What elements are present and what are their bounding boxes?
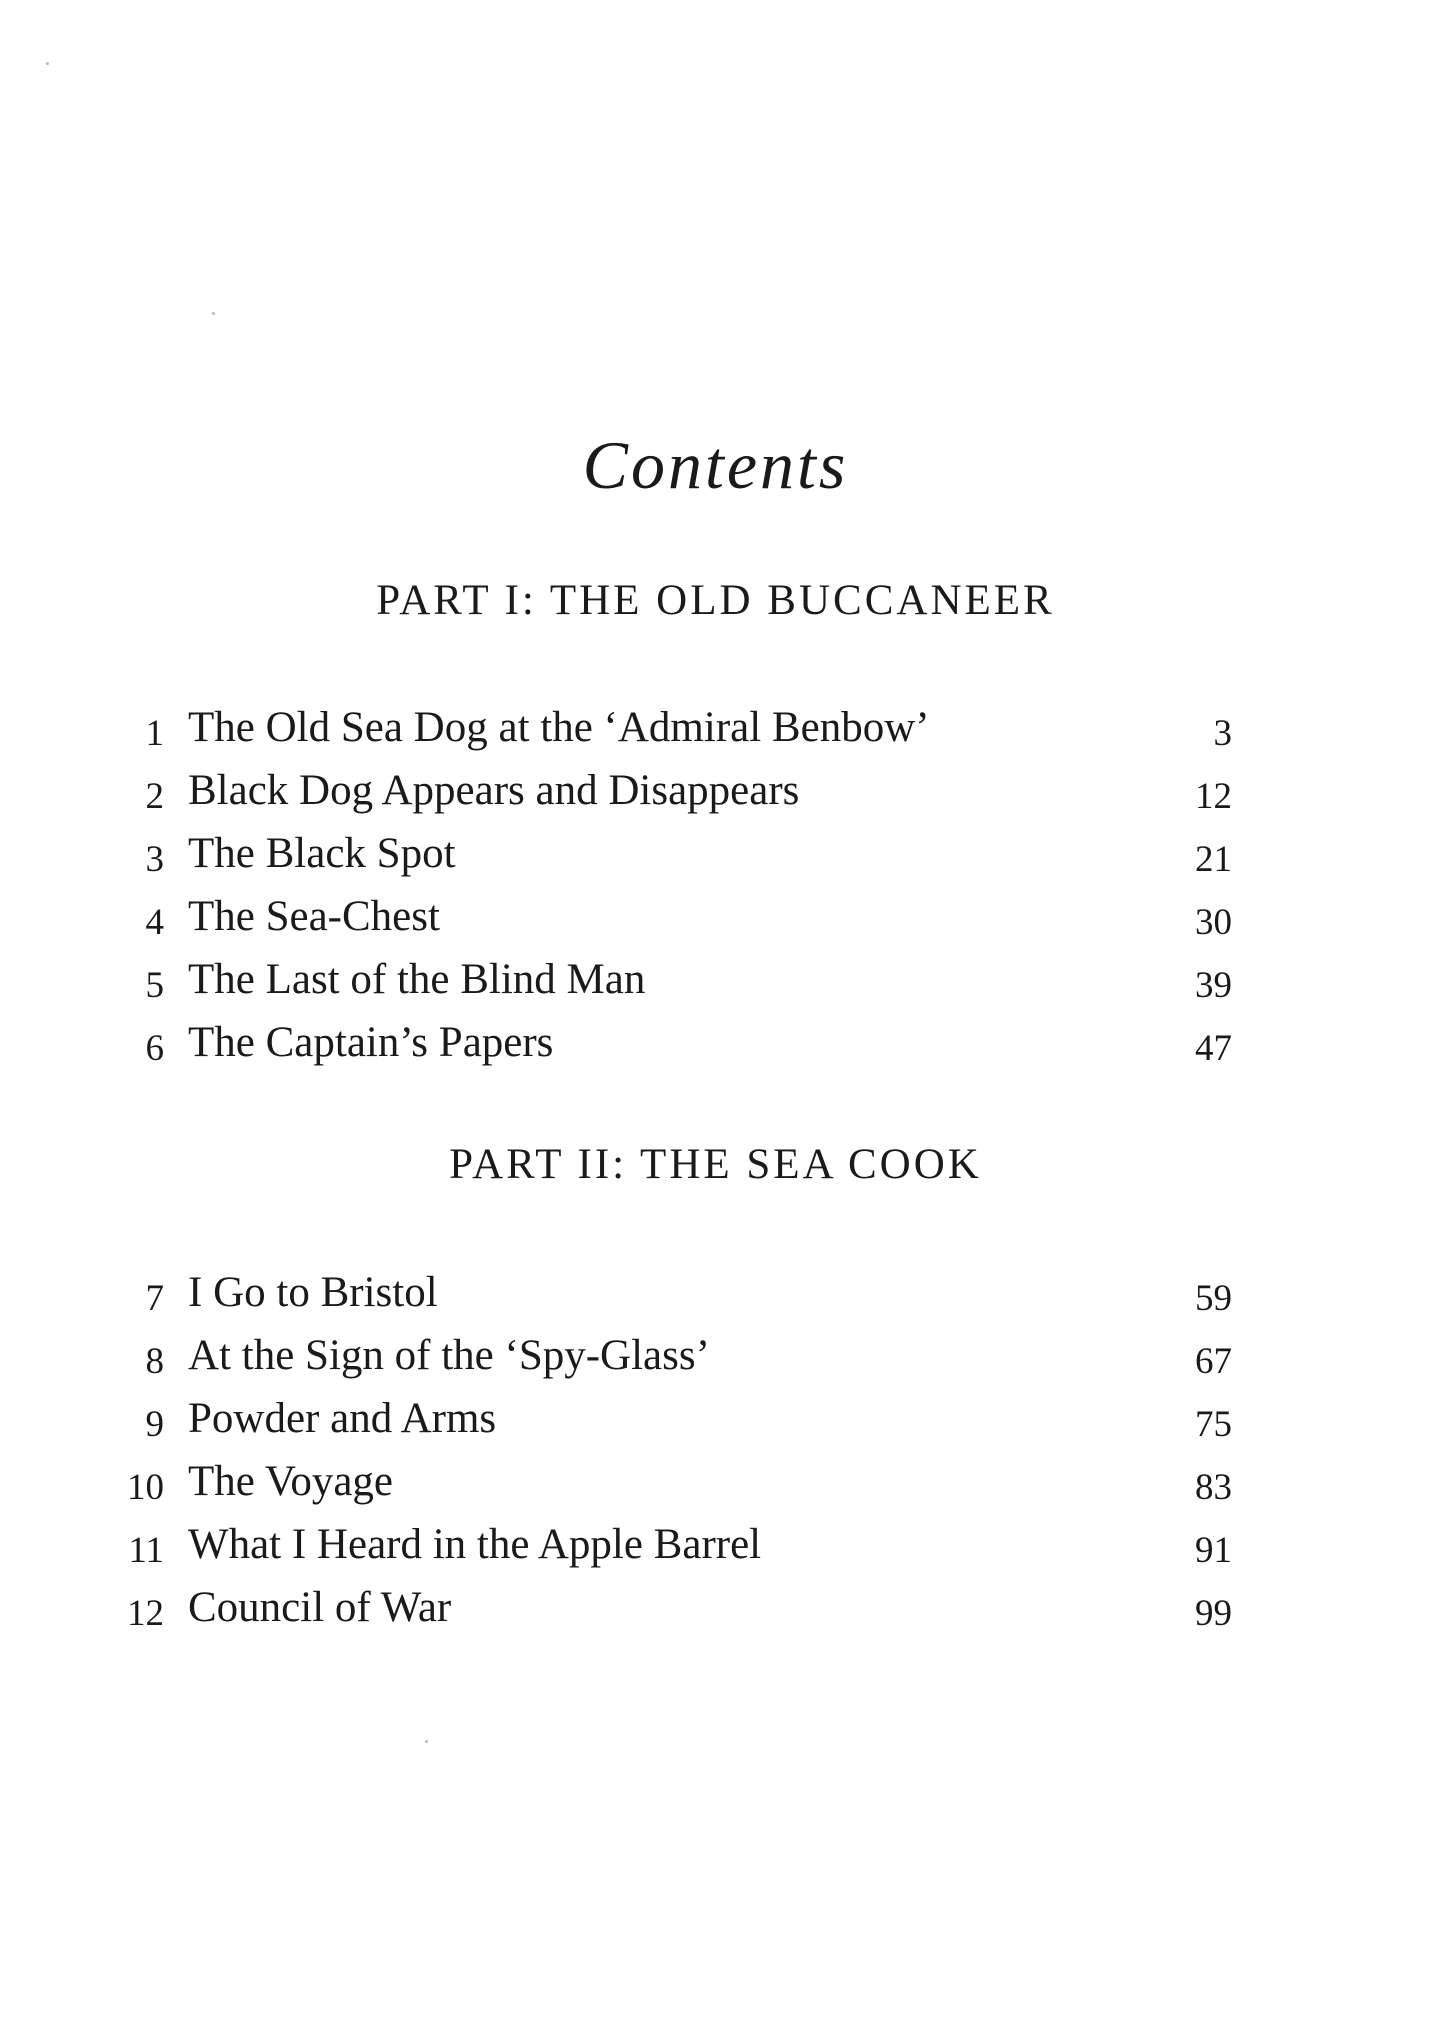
toc-entry[interactable] [120,1450,1232,1513]
chapter-number: 6 [145,1028,164,1069]
paper-speck [425,1740,428,1743]
chapter-number: 10 [127,1467,164,1508]
page-number: 3 [1213,713,1232,754]
toc-entry[interactable] [120,1324,1232,1387]
page-number: 47 [1195,1028,1232,1069]
page-number: 83 [1195,1467,1232,1508]
chapter-title: The Sea-Chest [188,893,440,940]
chapter-number: 8 [145,1341,164,1382]
part-heading-1: PART I: THE OLD BUCCANEER [376,577,1055,624]
toc-entry[interactable] [120,1011,1232,1074]
chapter-number: 5 [145,965,164,1006]
toc-entry[interactable] [120,822,1232,885]
chapter-number: 12 [127,1593,164,1634]
chapter-title: Powder and Arms [188,1395,497,1442]
toc-entry[interactable] [120,1387,1232,1450]
chapter-title: Black Dog Appears and Disappears [188,767,800,814]
toc-list-part-1 [120,696,1232,1074]
page-number: 75 [1195,1404,1232,1445]
chapter-title: Council of War [188,1584,452,1631]
page-title: Contents [582,427,849,503]
toc-entry[interactable] [120,885,1232,948]
toc-entry[interactable] [120,759,1232,822]
toc-list-part-2 [120,1261,1232,1639]
toc-entry[interactable] [120,1513,1232,1576]
part-heading-2: PART II: THE SEA COOK [449,1141,982,1188]
chapter-number: 3 [145,839,164,880]
toc-entry[interactable] [120,1261,1232,1324]
toc-entry[interactable] [120,696,1232,759]
chapter-number: 11 [128,1530,164,1571]
page-number: 12 [1195,776,1232,817]
toc-entry[interactable] [120,1576,1232,1639]
chapter-title: What I Heard in the Apple Barrel [188,1521,762,1568]
page-number: 91 [1195,1530,1232,1571]
chapter-title: The Old Sea Dog at the ‘Admiral Benbow’ [188,704,930,751]
page-number: 99 [1195,1593,1232,1634]
paper-speck [212,312,215,315]
chapter-number: 2 [145,776,164,817]
chapter-title: The Voyage [188,1458,394,1505]
chapter-title: The Last of the Blind Man [188,956,646,1003]
chapter-number: 1 [145,713,164,754]
chapter-number: 9 [145,1404,164,1445]
paper-speck [46,62,49,65]
chapter-number: 7 [145,1278,164,1319]
page-number: 67 [1195,1341,1232,1382]
page-number: 21 [1195,839,1232,880]
page-number: 39 [1195,965,1232,1006]
chapter-title: At the Sign of the ‘Spy-Glass’ [188,1332,710,1379]
chapter-title: The Captain’s Papers [188,1019,554,1066]
toc-entry[interactable] [120,948,1232,1011]
page-number: 30 [1195,902,1232,943]
chapter-title: I Go to Bristol [188,1269,438,1316]
chapter-title: The Black Spot [188,830,456,877]
page-number: 59 [1195,1278,1232,1319]
chapter-number: 4 [145,902,164,943]
